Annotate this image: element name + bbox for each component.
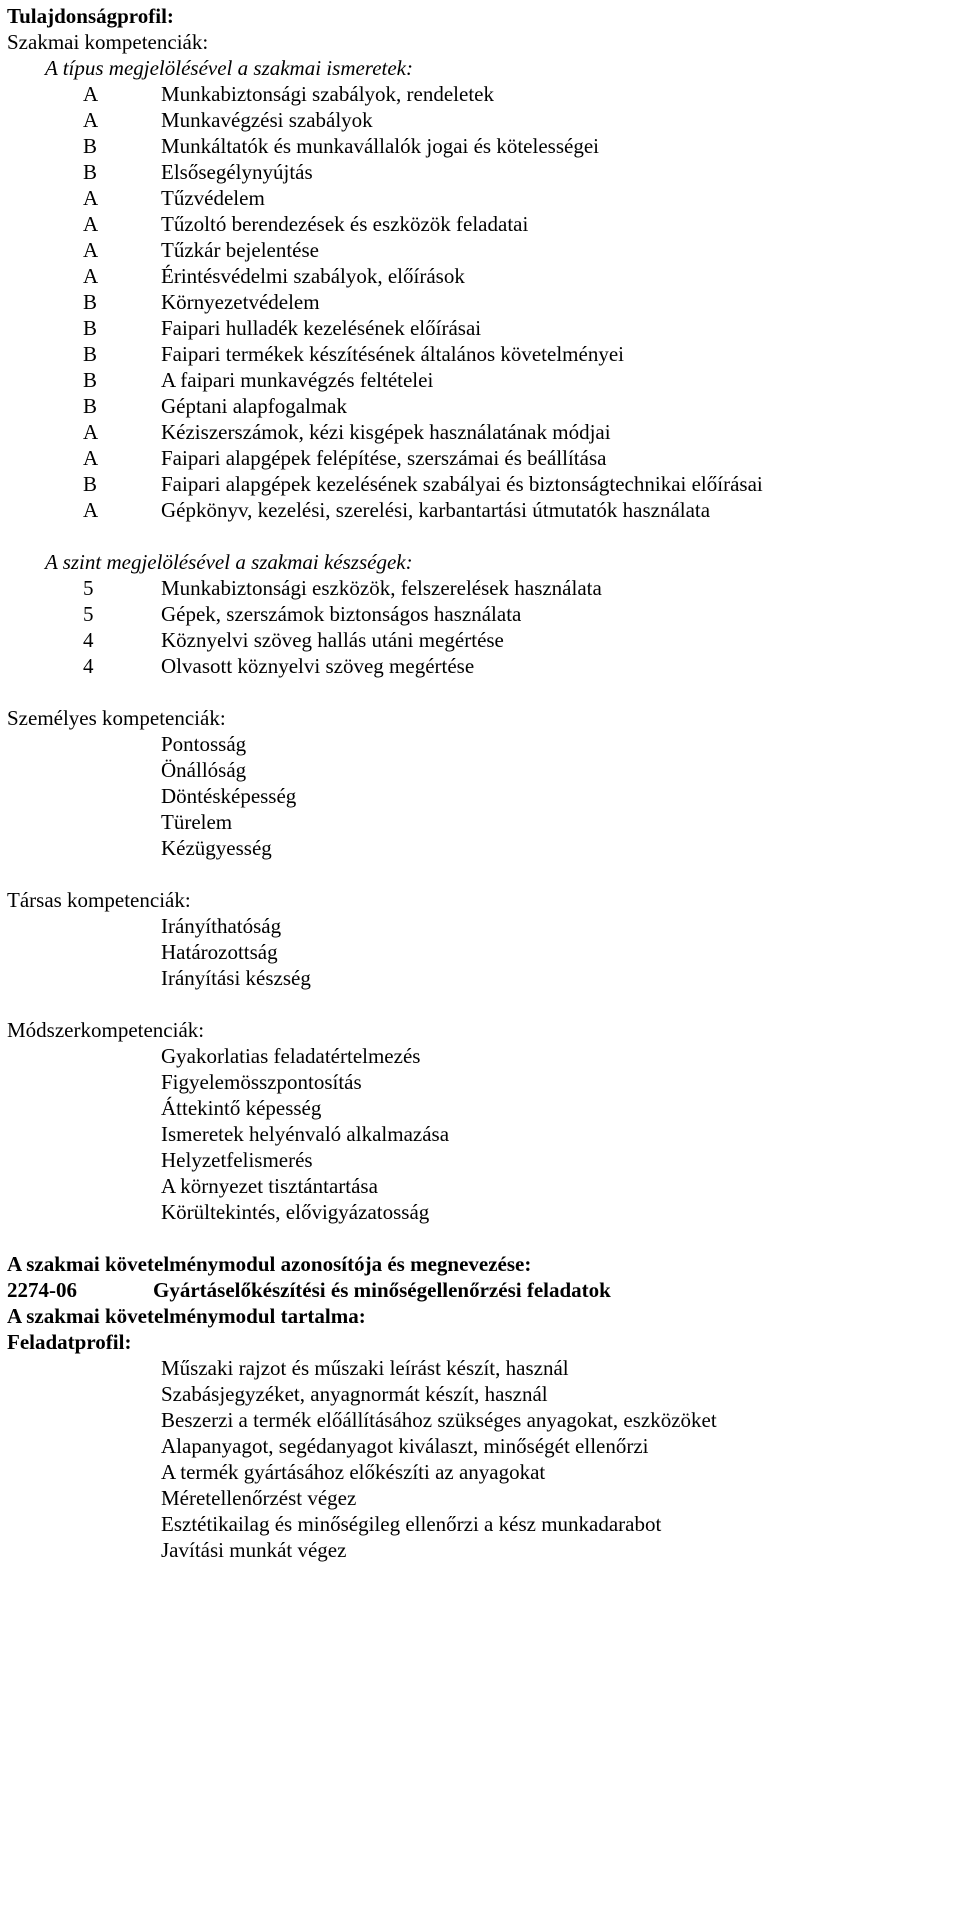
keszsegek-list: [7, 575, 957, 679]
modszer-item: Áttekintő képesség: [161, 1096, 322, 1120]
keszseg-row: [7, 601, 957, 627]
ismeret-row: [7, 185, 957, 211]
ismeret-row-code: B: [83, 342, 98, 366]
tarsas-item: Határozottság: [161, 940, 278, 964]
ismeretek-list: [7, 81, 957, 523]
ismeret-row-code: A: [83, 186, 99, 210]
ismeret-row-code: B: [83, 134, 98, 158]
modszer-list: [7, 1043, 957, 1225]
ismeret-row: [7, 211, 957, 237]
keszseg-row-text: Munkabiztonsági eszközök, felszerelések használata: [161, 576, 602, 600]
modszer-item: Figyelemösszpontosítás: [161, 1070, 362, 1094]
ismeret-row-text: Munkabiztonsági szabályok, rendeletek: [161, 82, 494, 106]
ismeret-row-text: Elsősegélynyújtás: [161, 160, 313, 184]
ismeret-row: [7, 315, 957, 341]
ismeret-row: [7, 471, 957, 497]
modul-name: Gyártáselőkészítési és minőségellenőrzési feladatok: [153, 1278, 611, 1302]
ismeret-row: [7, 341, 957, 367]
modul-heading: A szakmai követelménymodul azonosítója és megnevezése:: [7, 1252, 532, 1276]
modul-identifier: [7, 1277, 957, 1303]
ismeret-row-text: A faipari munkavégzés feltételei: [161, 368, 434, 392]
modszer-item: A környezet tisztántartása: [161, 1174, 378, 1198]
ismeret-row: [7, 263, 957, 289]
feladat-item: A termék gyártásához előkészíti az anyagokat: [161, 1460, 546, 1484]
szemelyes-list: [7, 731, 957, 861]
ismeret-row: [7, 497, 957, 523]
feladat-item: Javítási munkát végez: [161, 1538, 347, 1562]
ismeret-row: [7, 419, 957, 445]
ismeret-row: [7, 237, 957, 263]
page-title: Tulajdonságprofil:: [7, 4, 174, 28]
ismeret-row-code: B: [83, 472, 98, 496]
keszseg-row-text: Köznyelvi szöveg hallás utáni megértése: [161, 628, 504, 652]
ismeret-row: [7, 159, 957, 185]
ismeret-row-text: Munkáltatók és munkavállalók jogai és kötelességei: [161, 134, 599, 158]
ismeret-row-text: Faipari hulladék kezelésének előírásai: [161, 316, 482, 340]
ismeret-row: [7, 393, 957, 419]
keszseg-row-code: 4: [83, 654, 94, 678]
document: [7, 3, 957, 1563]
feladat-item: Esztétikailag és minőségileg ellenőrzi a kész munkadarabot: [161, 1512, 662, 1536]
ismeret-row-text: Faipari termékek készítésének általános követelményei: [161, 342, 624, 366]
modszer-heading: Módszerkompetenciák:: [7, 1018, 205, 1042]
keszseg-row: [7, 575, 957, 601]
ismeret-row-text: Érintésvédelmi szabályok, előírások: [161, 264, 465, 288]
feladatprofil-heading: Feladatprofil:: [7, 1330, 132, 1354]
ismeret-row-code: B: [83, 290, 98, 314]
feladatprofil-list: [7, 1355, 957, 1563]
modszer-item: Gyakorlatias feladatértelmezés: [161, 1044, 421, 1068]
keszseg-row-text: Gépek, szerszámok biztonságos használata: [161, 602, 522, 626]
ismeret-row-text: Tűzoltó berendezések és eszközök feladatai: [161, 212, 529, 236]
tarsas-list: [7, 913, 957, 991]
keszseg-row: [7, 627, 957, 653]
ismeret-row-text: Környezetvédelem: [161, 290, 320, 314]
tarsas-item: Irányíthatóság: [161, 914, 282, 938]
tarsas-item: Irányítási készség: [161, 966, 311, 990]
modul-tartalma: A szakmai követelménymodul tartalma:: [7, 1304, 366, 1328]
ismeret-row-code: B: [83, 316, 98, 340]
modszer-item: Körültekintés, elővigyázatosság: [161, 1200, 430, 1224]
keszseg-row-code: 4: [83, 628, 94, 652]
szemelyes-item: Türelem: [161, 810, 233, 834]
ismeret-row-code: B: [83, 368, 98, 392]
ismeret-row-text: Faipari alapgépek kezelésének szabályai és biztonságtechnikai előírásai: [161, 472, 763, 496]
ismeret-row-code: A: [83, 446, 99, 470]
ismeret-row: [7, 445, 957, 471]
keszseg-row-text: Olvasott köznyelvi szöveg megértése: [161, 654, 475, 678]
modszer-item: Helyzetfelismerés: [161, 1148, 313, 1172]
ismeret-row-code: B: [83, 160, 98, 184]
szakmai-kompetenciak-heading: Szakmai kompetenciák:: [7, 30, 209, 54]
ismeret-row-text: Gépkönyv, kezelési, szerelési, karbantartási útmutatók használata: [161, 498, 711, 522]
keszseg-row-code: 5: [83, 576, 94, 600]
feladat-item: Alapanyagot, segédanyagot kiválaszt, minőségét ellenőrzi: [161, 1434, 649, 1458]
ismeretek-heading: A típus megjelölésével a szakmai ismeretek:: [45, 56, 413, 80]
ismeret-row-code: B: [83, 394, 98, 418]
keszsegek-heading: A szint megjelölésével a szakmai készségek:: [45, 550, 413, 574]
ismeret-row-code: A: [83, 420, 99, 444]
ismeret-row-code: A: [83, 212, 99, 236]
feladat-item: Beszerzi a termék előállításához szükséges anyagokat, eszközöket: [161, 1408, 717, 1432]
ismeret-row: [7, 367, 957, 393]
szemelyes-item: Önállóság: [161, 758, 247, 782]
ismeret-row-text: Munkavégzési szabályok: [161, 108, 373, 132]
ismeret-row-text: Tűzkár bejelentése: [161, 238, 319, 262]
ismeret-row: [7, 289, 957, 315]
spacer: [7, 991, 957, 1017]
ismeret-row-code: A: [83, 264, 99, 288]
ismeret-row: [7, 81, 957, 107]
ismeret-row-code: A: [83, 82, 99, 106]
ismeret-row-code: A: [83, 238, 99, 262]
spacer: [7, 1225, 957, 1251]
feladat-item: Műszaki rajzot és műszaki leírást készít, használ: [161, 1356, 569, 1380]
szemelyes-heading: Személyes kompetenciák:: [7, 706, 226, 730]
ismeret-row-text: Faipari alapgépek felépítése, szerszámai és beállítása: [161, 446, 607, 470]
modszer-item: Ismeretek helyénvaló alkalmazása: [161, 1122, 450, 1146]
keszseg-row: [7, 653, 957, 679]
szemelyes-item: Döntésképesség: [161, 784, 297, 808]
feladat-item: Szabásjegyzéket, anyagnormát készít, használ: [161, 1382, 548, 1406]
ismeret-row-code: A: [83, 108, 99, 132]
szemelyes-item: Pontosság: [161, 732, 247, 756]
ismeret-row-text: Kéziszerszámok, kézi kisgépek használatának módjai: [161, 420, 611, 444]
ismeret-row: [7, 107, 957, 133]
spacer: [7, 861, 957, 887]
ismeret-row-code: A: [83, 498, 99, 522]
ismeret-row-text: Géptani alapfogalmak: [161, 394, 348, 418]
ismeret-row-text: Tűzvédelem: [161, 186, 265, 210]
spacer: [7, 523, 957, 549]
keszseg-row-code: 5: [83, 602, 94, 626]
modul-id: 2274-06: [7, 1278, 77, 1302]
tarsas-heading: Társas kompetenciák:: [7, 888, 191, 912]
szemelyes-item: Kézügyesség: [161, 836, 272, 860]
ismeret-row: [7, 133, 957, 159]
spacer: [7, 679, 957, 705]
feladat-item: Méretellenőrzést végez: [161, 1486, 357, 1510]
